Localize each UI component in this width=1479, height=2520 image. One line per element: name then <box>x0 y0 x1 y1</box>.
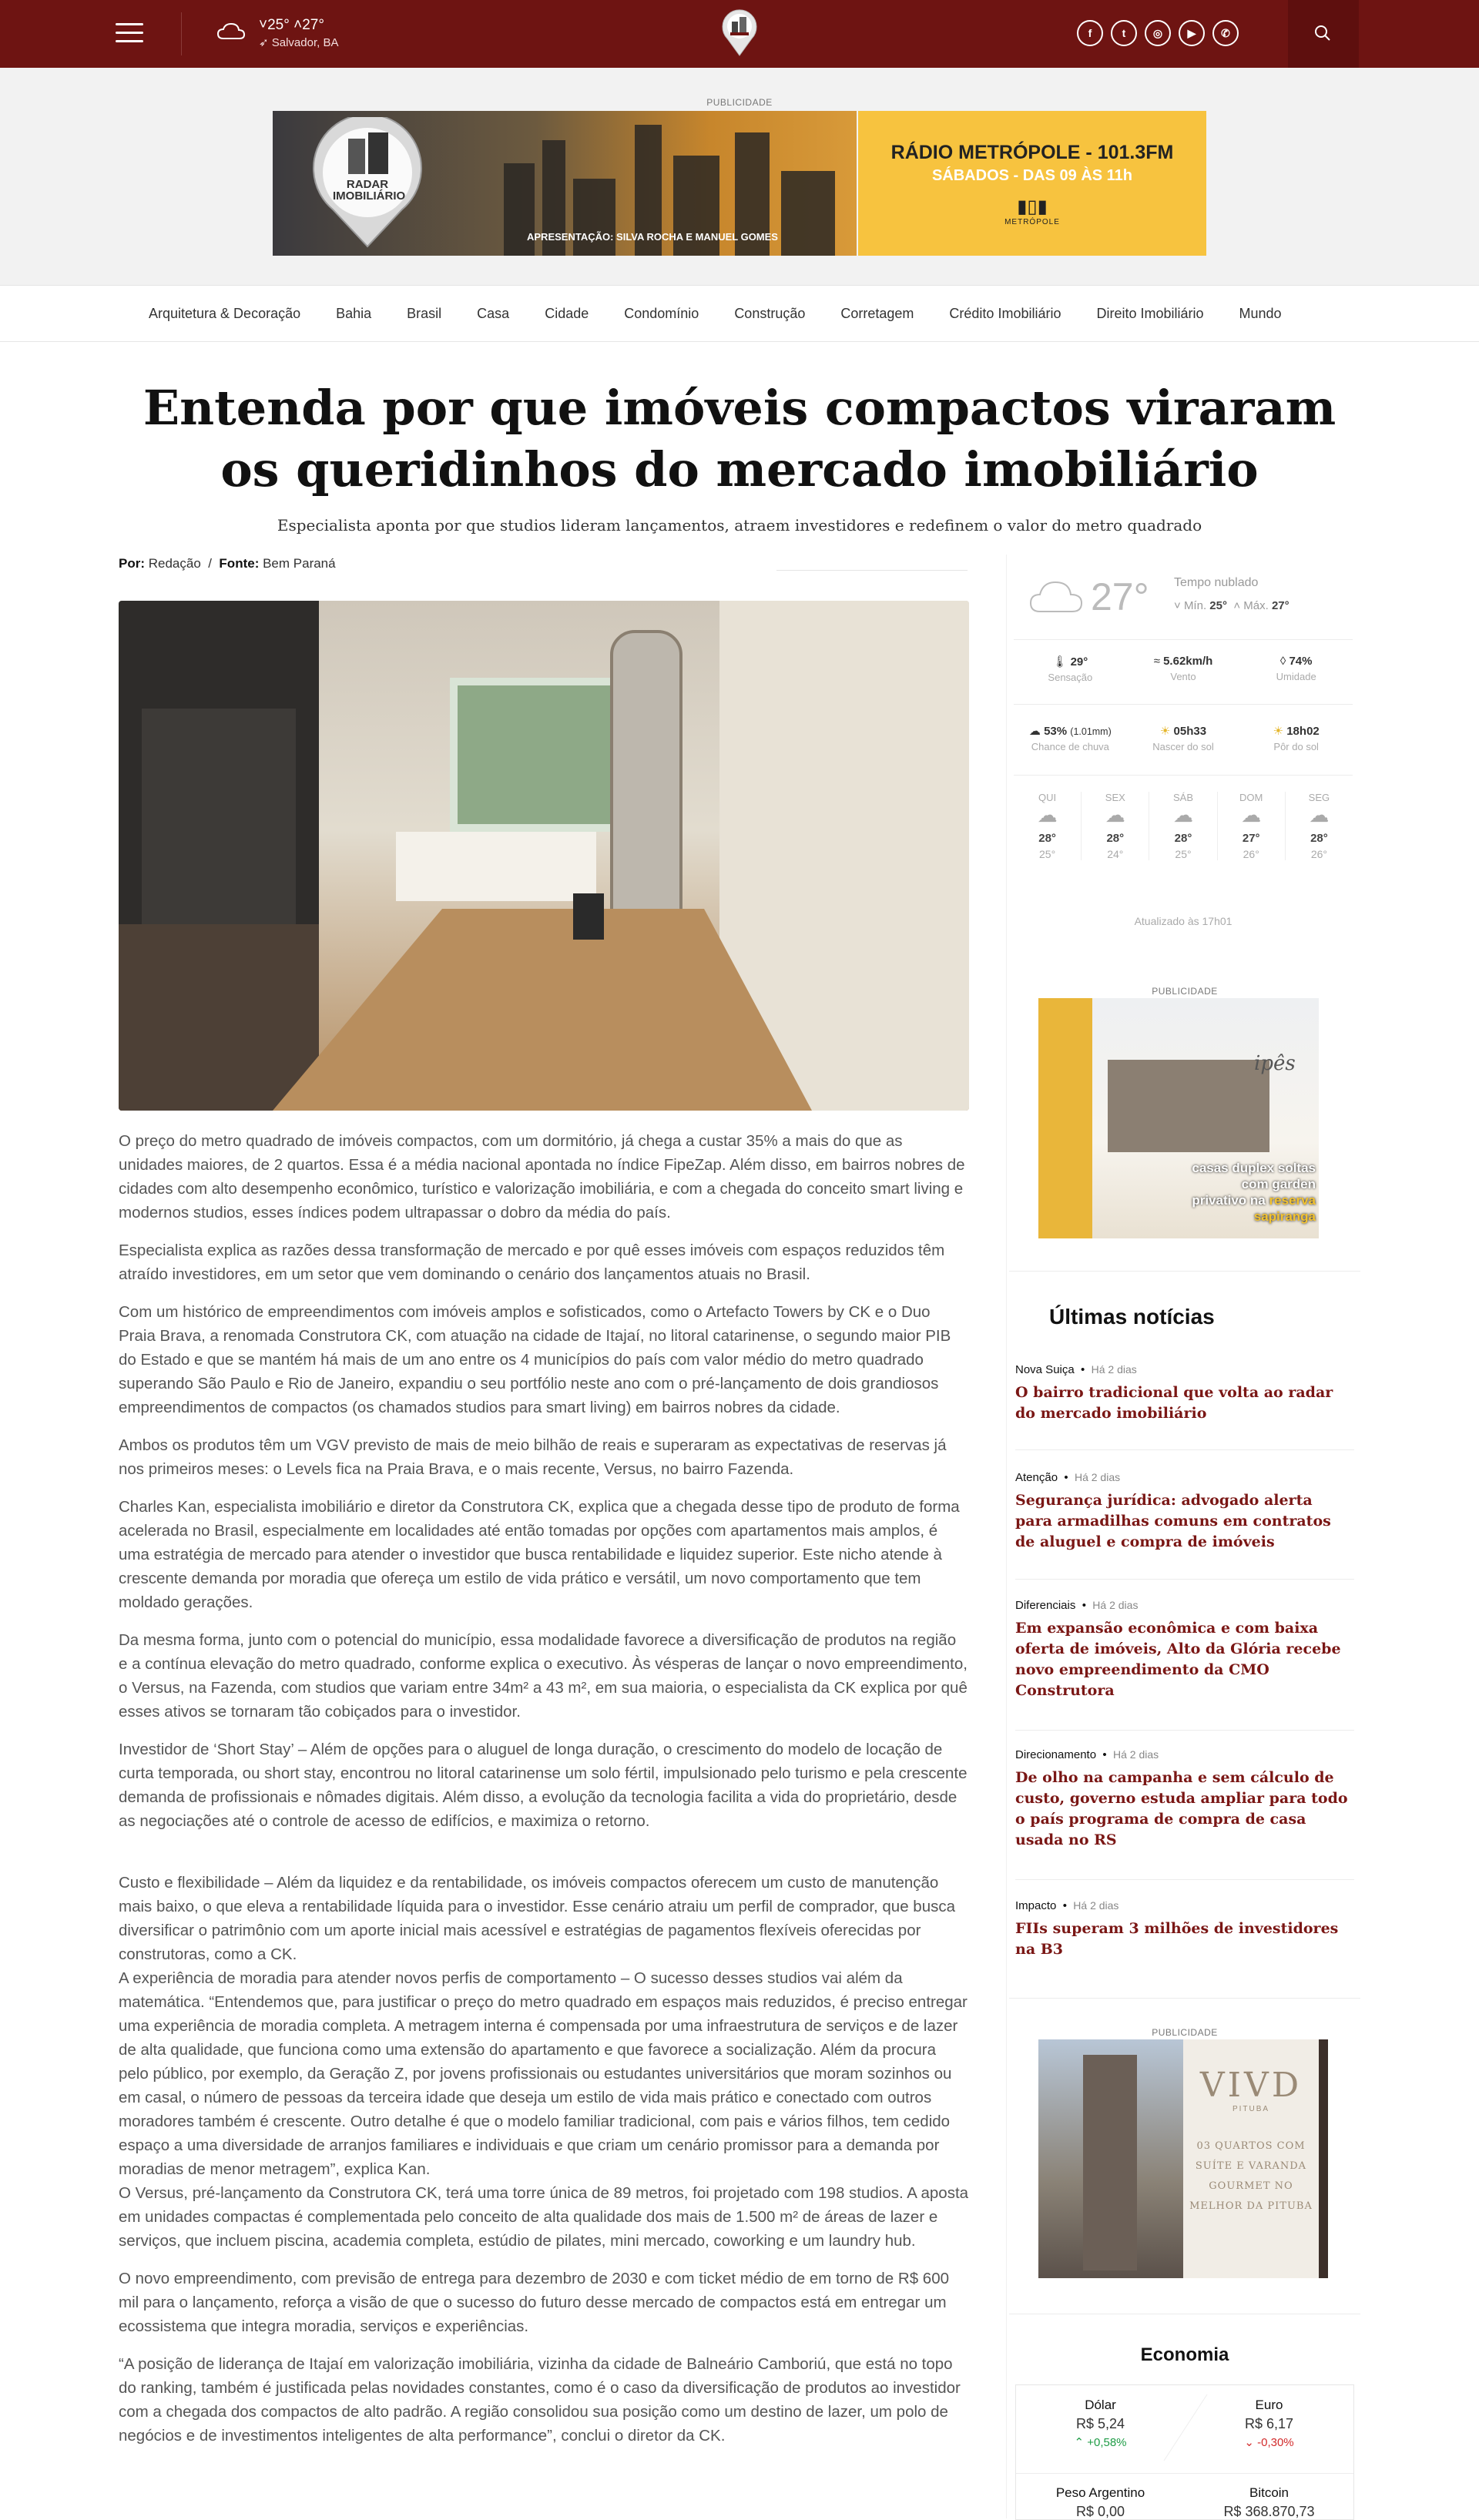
stat-extra: (1.01mm) <box>1070 726 1112 737</box>
whatsapp-icon[interactable]: ✆ <box>1212 20 1239 46</box>
day-max: 28° <box>1106 832 1125 845</box>
stat-value: 18h02 <box>1286 725 1320 738</box>
day-min: 25° <box>1175 848 1192 860</box>
divider <box>1009 1998 1360 1999</box>
quote-value: R$ 6,17 <box>1244 2416 1294 2431</box>
article-paragraph: Especialista explica as razões dessa transformação de mercado e por quê esses imóveis com espaços reduzidos têm atraído investidores, em um setor que vem dominando o cenário dos lançamentos atuais no Brasil. <box>119 1242 945 1283</box>
news-title[interactable]: O bairro tradicional que volta ao radar do mercado imobiliário <box>1015 1384 1333 1422</box>
quote-name: Bitcoin <box>1249 2485 1290 2500</box>
divider <box>1015 1579 1354 1580</box>
header-temps: ˅25° ˄27° <box>259 17 324 33</box>
news-ago: Há 2 dias <box>1074 1471 1121 1483</box>
economy-title: Economia <box>1140 2344 1229 2365</box>
news-item[interactable]: Nova Suiça • Há 2 dias O bairro tradicional que volta ao radar do mercado imobiliário <box>1015 1363 1354 1424</box>
weather-row-2 <box>1014 724 1353 752</box>
article-title: Entenda por que imóveis compactos viraram os queridinhos do mercado imobiliário <box>143 380 1336 498</box>
stat-label: Pôr do sol <box>1273 741 1319 752</box>
news-ago: Há 2 dias <box>1112 1748 1159 1761</box>
quote-value: R$ 368.870,73 <box>1223 2504 1315 2519</box>
cloud-icon <box>217 22 245 40</box>
weather-row-1 <box>1014 655 1353 683</box>
day-label: QUI <box>1038 792 1057 803</box>
ad-tower-image <box>1038 2039 1183 2278</box>
forecast-day <box>1082 792 1149 860</box>
stat-value: 05h33 <box>1173 725 1207 738</box>
min-value: 25° <box>1209 599 1227 612</box>
day-label: SEX <box>1105 792 1125 803</box>
economy-widget <box>1015 2384 1354 2520</box>
quote-value: R$ 0,00 <box>1075 2504 1125 2519</box>
rain-cloud-icon: ☁︎ <box>1105 803 1125 826</box>
sunrise-icon: ☀︎ <box>1159 725 1171 738</box>
author-label: Por: <box>119 556 145 571</box>
site-logo[interactable] <box>721 8 758 57</box>
temp-high: 27° <box>302 17 324 33</box>
divider <box>1015 1449 1354 1450</box>
quote-bitcoin <box>1185 2485 1353 2520</box>
source: Bem Paraná <box>263 556 336 571</box>
rain-cloud-icon: ☁︎ <box>1309 803 1330 826</box>
youtube-icon[interactable]: ▶ <box>1179 20 1205 46</box>
news-tag: Impacto <box>1015 1899 1057 1912</box>
weather-stat <box>1127 724 1240 752</box>
news-tag: Atenção <box>1015 1471 1058 1484</box>
ad-label: PUBLICIDADE <box>1152 2027 1218 2038</box>
category-link[interactable]: Arquitetura & Decoração <box>149 305 301 321</box>
ad-label: PUBLICIDADE <box>706 97 773 108</box>
byline: Por: Redação / Fonte: Bem Paraná <box>119 556 336 571</box>
ad-flowers <box>1038 998 1092 1238</box>
news-tag: Diferenciais <box>1015 1599 1076 1612</box>
divider <box>181 12 182 55</box>
article-paragraph: Custo e flexibilidade – Além da liquidez e da rentabilidade, os imóveis compactos oferecem um custo de manutenção mais baixo, o que eleva a rentabilidade líquida para o investidor. Esse cenário atraiu um perfil de comprador, que busca diversificar o patrimônio com um aporte inicial mais acessível e estratégias de pagamentos flexíveis oferecidas por construtoras, como a CK. <box>119 1874 956 1963</box>
ad-brand-sub: PITUBA <box>1232 2105 1270 2113</box>
ad-brand: VIVD <box>1199 2066 1303 2105</box>
weather-widget <box>1014 556 1353 941</box>
divider <box>1014 704 1353 705</box>
day-label: SÁB <box>1173 792 1194 803</box>
category-link[interactable]: Corretagem <box>840 305 914 321</box>
quote-change: +0,58% <box>1087 2436 1127 2449</box>
news-ago: Há 2 dias <box>1073 1899 1119 1912</box>
source-label: Fonte: <box>219 556 260 571</box>
article-paragraph: O Versus, pré-lançamento da Construtora CK, terá uma torre única de 89 metros, foi projetado com 198 studios. A aposta em unidades compactas é complementada pelo conceito de alta qualidade dos mais de 1.500 m² de áreas de lazer e serviços, que incluem piscina, academia completa, estúdio de pilates, mini mercado, coworking e um laundry hub. <box>119 2184 969 2250</box>
news-tag: Nova Suiça <box>1015 1363 1075 1376</box>
quote-name: Euro <box>1255 2398 1283 2412</box>
share-bar <box>776 556 968 571</box>
photo-illustration <box>119 601 969 1111</box>
article-paragraph: Charles Kan, especialista imobiliário e diretor da Construtora CK, explica que a chegada desse tipo de produto de forma acelerada no Brasil, especialmente em localidades até então tomadas por opções com apartamentos mais amplos, é uma estratégia de mercado para atender o investidor que busca rentabilidade e liquidez superior. Este nicho atende à crescente demanda por moradia que ofereça um estilo de vida prático e versátil, um novo comportamento que tem moldado gerações. <box>119 1498 960 1611</box>
article-paragraph: O novo empreendimento, com previsão de entrega para dezembro de 2030 e com ticket médio de em torno de R$ 600 mil para o lançamento, reforça a visão de que o sucesso do futuro desse mercado de compactos está em entregar um ecossistema que integra moradia, serviços e experiências. <box>119 2270 950 2335</box>
rain-cloud-icon: ☁︎ <box>1241 803 1262 826</box>
social-links <box>1077 20 1246 48</box>
ad-banner-image <box>273 111 857 256</box>
news-title[interactable]: Em expansão econômica e com baixa oferta de imóveis, Alto da Glória recebe novo empreendimento da CMO Construtora <box>1015 1620 1341 1699</box>
cloud-icon <box>1029 578 1083 615</box>
news-title[interactable]: De olho na campanha e sem cálculo de custo, governo estuda ampliar para todo o país programa de compra de casa usada no RS <box>1015 1769 1348 1848</box>
forecast-day <box>1286 792 1353 860</box>
article-paragraph: Com um histórico de empreendimentos com imóveis amplos e sofisticados, como o Artefacto Towers by CK e o Duo Praia Brava, a renomada Construtora CK, com atuação na cidade de Itajaí, no litoral catarinense, o segundo maior PIB do Estado e que se mantém há mais de um ano entre os 4 municípios do país com valor médio do metro quadrado superando São Paulo e Rio de Janeiro, expandiu o seu portfólio neste ano com o pré-lançamento de dois grandiosos empreendimentos de compactos (os chamados studios para smart living) em bairros nobres da cidade. <box>119 1303 951 1416</box>
rain-cloud-icon: ☁︎ <box>1037 803 1058 826</box>
wind-icon: ≈ <box>1153 655 1160 668</box>
forecast-day <box>1149 792 1217 860</box>
stat-value: 5.62km/h <box>1163 655 1213 668</box>
twitter-icon[interactable]: t <box>1111 20 1137 46</box>
divider <box>1016 2473 1353 2474</box>
news-title[interactable]: Segurança jurídica: advogado alerta para armadilhas comuns em contratos de aluguel e compra de imóveis <box>1015 1492 1331 1550</box>
temp-low: 25° <box>267 17 290 33</box>
stat-value: 74% <box>1289 655 1313 668</box>
weather-stat <box>1127 655 1240 683</box>
category-link[interactable]: Brasil <box>407 305 442 321</box>
ad-brand-panel <box>1183 2039 1319 2278</box>
weather-stat <box>1014 724 1127 752</box>
arrow-down-icon: ⌄ <box>1244 2436 1254 2449</box>
ad-caption <box>1185 1160 1316 1225</box>
day-max: 28° <box>1174 832 1192 845</box>
ad-presenters: APRESENTAÇÃO: SILVA ROCHA E MANUEL GOMES <box>527 231 778 243</box>
instagram-icon[interactable]: ◎ <box>1145 20 1171 46</box>
drop-icon: ◊ <box>1279 655 1286 668</box>
min-label: Mín. <box>1183 599 1207 612</box>
article-paragraph: Investidor de ‘Short Stay’ – Além de opções para o aluguel de longa duração, o crescimento do modelo de locação de curta temporada, ou short stay, encontrou no litoral catarinense um solo fértil, impulsionado pelo turismo e pela crescente demanda de profissionais e nômades digitais. Além disso, a evolução da tecnologia facilita a vida do proprietário, desde as negociações até o controle de acesso de edifícios, e maximiza o retorno. <box>119 1741 968 1830</box>
category-nav <box>0 285 1479 342</box>
article-paragraph: “A posição de liderança de Itajaí em valorização imobiliária, vizinha da cidade de Balneário Camboriú, que está no topo do ranking, também é justificada pelas novidades constantes, como é o caso da diversificação de produtos ao investidor com a chegada dos compactos de alto padrão. A região consolidou sua posição como um destino de lazer, um polo de negócios e de investimentos inteligentes de alta performance”, conclui o diretor da CK. <box>119 2355 961 2445</box>
weather-stat <box>1014 655 1127 683</box>
city-name: Salvador, BA <box>271 36 339 49</box>
side-ad-ipes[interactable] <box>1038 998 1319 1238</box>
day-max: 28° <box>1038 832 1056 845</box>
day-min: 24° <box>1107 848 1124 860</box>
stat-value: 53% <box>1044 725 1068 738</box>
ad-label: PUBLICIDADE <box>1152 986 1218 997</box>
side-ad-vivd[interactable] <box>1038 2039 1328 2278</box>
quote-peso <box>1016 2485 1185 2520</box>
day-max: 27° <box>1242 832 1260 845</box>
weather-updated: Atualizado às 17h01 <box>1134 915 1232 927</box>
article-subtitle: Especialista aponta por que studios lideram lançamentos, atraem investidores e redefinem o valor do metro quadrado <box>277 516 1202 534</box>
divider <box>1162 2393 1209 2462</box>
divider <box>1014 639 1353 640</box>
menu-icon[interactable] <box>116 23 143 45</box>
category-link[interactable]: Cidade <box>545 305 589 321</box>
article-paragraph: Da mesma forma, junto com o potencial do município, essa modalidade favorece a diversificação de produtos na região e a contínua elevação do metro quadrado, conforme explica o executivo. Às vésperas de lançar o novo empreendimento, o Versus, na Fazenda, com studios que variam entre 34m² a 43 m², em sua maioria, o especialista da CK explica por quê esses ativos se tornaram tão cobiçados para o investidor. <box>119 1631 968 1721</box>
news-item[interactable]: Direcionamento • Há 2 dias De olho na campanha e sem cálculo de custo, governo estuda ampliar para todo o país programa de compra de casa usada no RS <box>1015 1748 1354 1851</box>
weather-minmax: ˅ Mín. 25° ˄ Máx. 27° <box>1174 599 1290 612</box>
forecast-day <box>1218 792 1286 860</box>
top-bar <box>0 0 1479 68</box>
quote-name: Peso Argentino <box>1055 2485 1145 2500</box>
thermometer-icon: 🌡︎ <box>1052 655 1068 669</box>
stat-label: Nascer do sol <box>1152 741 1214 752</box>
ad-station-logo: METRÓPOLE <box>1004 218 1060 226</box>
day-label: SEG <box>1308 792 1330 803</box>
category-link[interactable]: Construção <box>734 305 806 321</box>
ad-house <box>1108 1060 1269 1152</box>
weather-stat <box>1239 724 1353 752</box>
facebook-icon[interactable]: f <box>1077 20 1103 46</box>
ad-brand: RADAR IMOBILIÁRIO <box>333 178 406 203</box>
stat-label: Vento <box>1170 671 1196 682</box>
category-link[interactable]: Casa <box>477 305 510 321</box>
news-ago: Há 2 dias <box>1092 1599 1139 1611</box>
article-paragraph: Ambos os produtos têm um VGV previsto de mais de meio bilhão de reais e superaram as expectativas de reservas já nos primeiros meses: o Levels fica na Praia Brava, e o mais recente, Versus, no bairro Fazenda. <box>119 1436 947 1478</box>
forecast-day <box>1014 792 1082 860</box>
stat-value: 29° <box>1070 655 1088 669</box>
quote-change: -0,30% <box>1257 2436 1294 2449</box>
ad-caption-1: casas duplex soltas com garden privativo na <box>1192 1161 1316 1208</box>
arrow-up-icon: ⌃ <box>1074 2436 1085 2449</box>
divider <box>1015 1730 1354 1731</box>
quote-name: Dólar <box>1085 2398 1116 2412</box>
news-item[interactable]: Impacto • Há 2 dias FIIs superam 3 milhões de investidores na B3 <box>1015 1899 1354 1960</box>
quote-value: R$ 5,24 <box>1075 2416 1125 2431</box>
ad-caption-2: reserva sapiranga <box>1253 1193 1316 1224</box>
stat-label: Umidade <box>1276 671 1316 682</box>
ad-banner-station <box>858 111 1206 256</box>
ad-brand: ipês <box>1254 1052 1296 1075</box>
author: Redação <box>148 556 201 571</box>
location-icon: ➶ <box>259 36 269 49</box>
ad-station: RÁDIO METRÓPOLE - 101.3FM <box>890 142 1174 163</box>
ad-edge <box>1319 2039 1328 2278</box>
article-paragraph: O preço do metro quadrado de imóveis compactos, com um dormitório, já chega a custar 35% a mais do que as unidades maiores, de 2 quartos. Essa é a média nacional apontada no índice FipeZap. Além disso, em bairros nobres de cidades com alto desempenho econômico, turístico e valorização imobiliária, e com a chegada do conceito smart living e modernos studios, esses índices podem ultrapassar o dobro da média do país. <box>119 1132 965 1221</box>
rain-cloud-icon: ☁︎ <box>1173 803 1193 826</box>
category-link[interactable]: Direito Imobiliário <box>1096 305 1204 321</box>
ad-text: 03 QUARTOS COM SUÍTE E VARANDA GOURMET NO MELHOR DA PITUBA <box>1189 2140 1313 2212</box>
latest-news-title: Últimas notícias <box>1049 1305 1215 1329</box>
category-link[interactable]: Condomínio <box>624 305 699 321</box>
news-title[interactable]: FIIs superam 3 milhões de investidores na B3 <box>1015 1920 1339 1958</box>
divider <box>1015 1879 1354 1880</box>
search-button[interactable] <box>1288 0 1359 68</box>
sunset-icon: ☀︎ <box>1273 725 1284 738</box>
header-city <box>259 35 338 49</box>
rain-cloud-icon: ☁︎ <box>1028 725 1041 738</box>
divider <box>1009 1271 1360 1272</box>
max-label: Máx. <box>1243 599 1269 612</box>
article-paragraph: A experiência de moradia para atender novos perfis de comportamento – O sucesso desses studios vai além da matemática. “Entendemos que, para justificar o preço do metro quadrado em espaços mais reduzidos, é preciso entregar uma experiência de moradia completa. A metragem interna é compensada por uma infraestrutura de serviços e de lazer de alta qualidade, que funciona como uma extensão do apartamento e que favorece a socialização. Além da procura pelo público, por exemplo, da Geração Z, por jovens profissionais ou estudantes universitários que moram sozinhos ou em casal, o número de pessoas da terceira idade que deseja um estilo de vida mais prático e conectado com outros moradores também é crescente. Outro detalhe é que o modelo familiar tradicional, com pais e vários filhos, tem cedido espaço a uma diversidade de arranjos familiares e individuais e que criam um cenário promissor para a demanda por moradias de menor metragem”, explica Kan. <box>119 1969 968 2178</box>
news-item[interactable]: Atenção • Há 2 dias Segurança jurídica: advogado alerta para armadilhas comuns em contratos de aluguel e compra de imóveis <box>1015 1471 1354 1553</box>
day-min: 26° <box>1310 848 1327 860</box>
sidebar-divider <box>1006 555 1007 2518</box>
category-link[interactable]: Mundo <box>1239 305 1282 321</box>
category-link[interactable]: Crédito Imobiliário <box>949 305 1061 321</box>
ad-schedule: SÁBADOS - DAS 09 ÀS 11h <box>931 167 1133 184</box>
news-tag: Direcionamento <box>1015 1748 1097 1761</box>
divider <box>1014 775 1353 776</box>
radio-icon: ▮▯▮ <box>1017 196 1048 217</box>
day-min: 25° <box>1039 848 1056 860</box>
article-body <box>119 1129 969 2461</box>
stat-label: Chance de chuva <box>1031 741 1109 752</box>
forecast <box>1014 792 1353 860</box>
quote-dollar <box>1016 2398 1185 2449</box>
quote-euro <box>1185 2398 1353 2449</box>
stat-label: Sensação <box>1048 672 1093 683</box>
max-value: 27° <box>1271 599 1290 612</box>
weather-temp: 27° <box>1091 575 1149 618</box>
article-photo <box>119 601 969 1111</box>
weather-stat <box>1239 655 1353 683</box>
search-icon <box>1314 25 1331 42</box>
weather-desc: Tempo nublado <box>1174 576 1259 589</box>
day-max: 28° <box>1310 832 1328 845</box>
day-label: DOM <box>1239 792 1263 803</box>
news-ago: Há 2 dias <box>1091 1363 1137 1376</box>
day-min: 26° <box>1243 848 1259 860</box>
category-link[interactable]: Bahia <box>336 305 372 321</box>
news-item[interactable]: Diferenciais • Há 2 dias Em expansão econômica e com baixa oferta de imóveis, Alto da Glória recebe novo empreendimento da CMO Construtora <box>1015 1599 1354 1701</box>
top-ad-banner[interactable] <box>273 111 1206 256</box>
